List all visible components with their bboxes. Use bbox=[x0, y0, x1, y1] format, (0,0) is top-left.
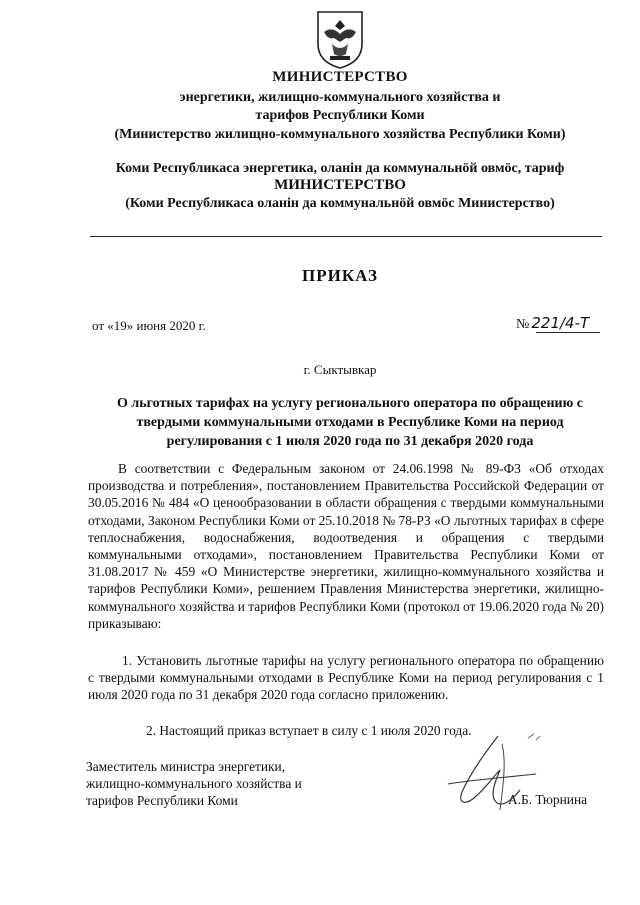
ministry-name-line: тарифов Республики Коми bbox=[255, 108, 425, 123]
order-item-2: 2. Настоящий приказ вступает в силу с 1 июля 2020 года. bbox=[146, 723, 472, 738]
order-item-1: 1. Установить льготные тарифы на услугу регионального оператора по обращению с твердыми коммунальными отходами в Республике Коми на период регулирования с 1 июля 2020 года по 31 декабря 2020 года согласно приложению. bbox=[88, 653, 604, 703]
ministry-short-name: (Министерство жилищно-коммунального хозяйства Республики Коми) bbox=[114, 127, 566, 142]
ministry-short-name-komi: (Коми Республикаса оланiн да коммунальнöй овмöс Министерство) bbox=[125, 196, 555, 211]
ministry-heading: МИНИСТЕРСТВО bbox=[272, 69, 408, 85]
ministry-heading-komi: МИНИСТЕРСТВО bbox=[274, 177, 406, 193]
komi-republic-coat-of-arms-icon bbox=[312, 8, 368, 70]
city: г. Сыктывкар bbox=[303, 362, 377, 377]
order-number-underline bbox=[536, 332, 600, 333]
signatory-title-line: тарифов Республики Коми bbox=[86, 793, 238, 808]
order-number-prefix: № bbox=[516, 317, 530, 332]
ministry-name-line: энергетики, жилищно-коммунального хозяйства и bbox=[179, 90, 501, 105]
signatory-title-line: жилищно-коммунального хозяйства и bbox=[86, 776, 302, 791]
signatory-title bbox=[86, 758, 302, 809]
document-title: ПРИКАЗ bbox=[302, 266, 378, 285]
signatory-title-line: Заместитель министра энергетики, bbox=[86, 759, 286, 774]
order-number bbox=[516, 314, 589, 333]
header-divider bbox=[90, 236, 602, 237]
ministry-name-komi: Коми Республикаса энергетика, оланiн да коммунальнöй овмöс, тариф bbox=[115, 161, 565, 176]
order-date: от «19» июня 2020 г. bbox=[92, 318, 206, 333]
signatory-name: А.Б. Тюрнина bbox=[508, 792, 588, 807]
order-subject: О льготных тарифах на услугу регионального оператора по обращению с твердыми коммунальными отходами в Республике Коми на период регулирования с 1 июля 2020 года по 31 декабря 2020 года bbox=[116, 396, 584, 449]
preamble-paragraph: В соответствии с Федеральным законом от 24.06.1998 № 89-ФЗ «Об отходах производства и потребления», постановлением Правительства Российской Федерации от 30.05.2016 № 484 «О ценообразовании в области обращения с твердыми коммунальными отходами, Законом Республики Коми от 25.10.2018 № 78-РЗ «О льготных тарифах в сфере теплоснабжения, водоснабжения, водоотведения и обращения с твердыми коммунальными отходами», постановлением Правительства Республики Коми от 31.08.2017 № 459 «О Министерстве энергетики, жилищно-коммунального хозяйства и тарифов Республики Коми», решением Правления Министерства энергетики, жилищно-коммунального хозяйства и тарифов Республики Коми (протокол от 19.06.2020 года № 20) приказываю: bbox=[88, 461, 604, 631]
order-number-value: 221/4-Т bbox=[531, 314, 590, 332]
